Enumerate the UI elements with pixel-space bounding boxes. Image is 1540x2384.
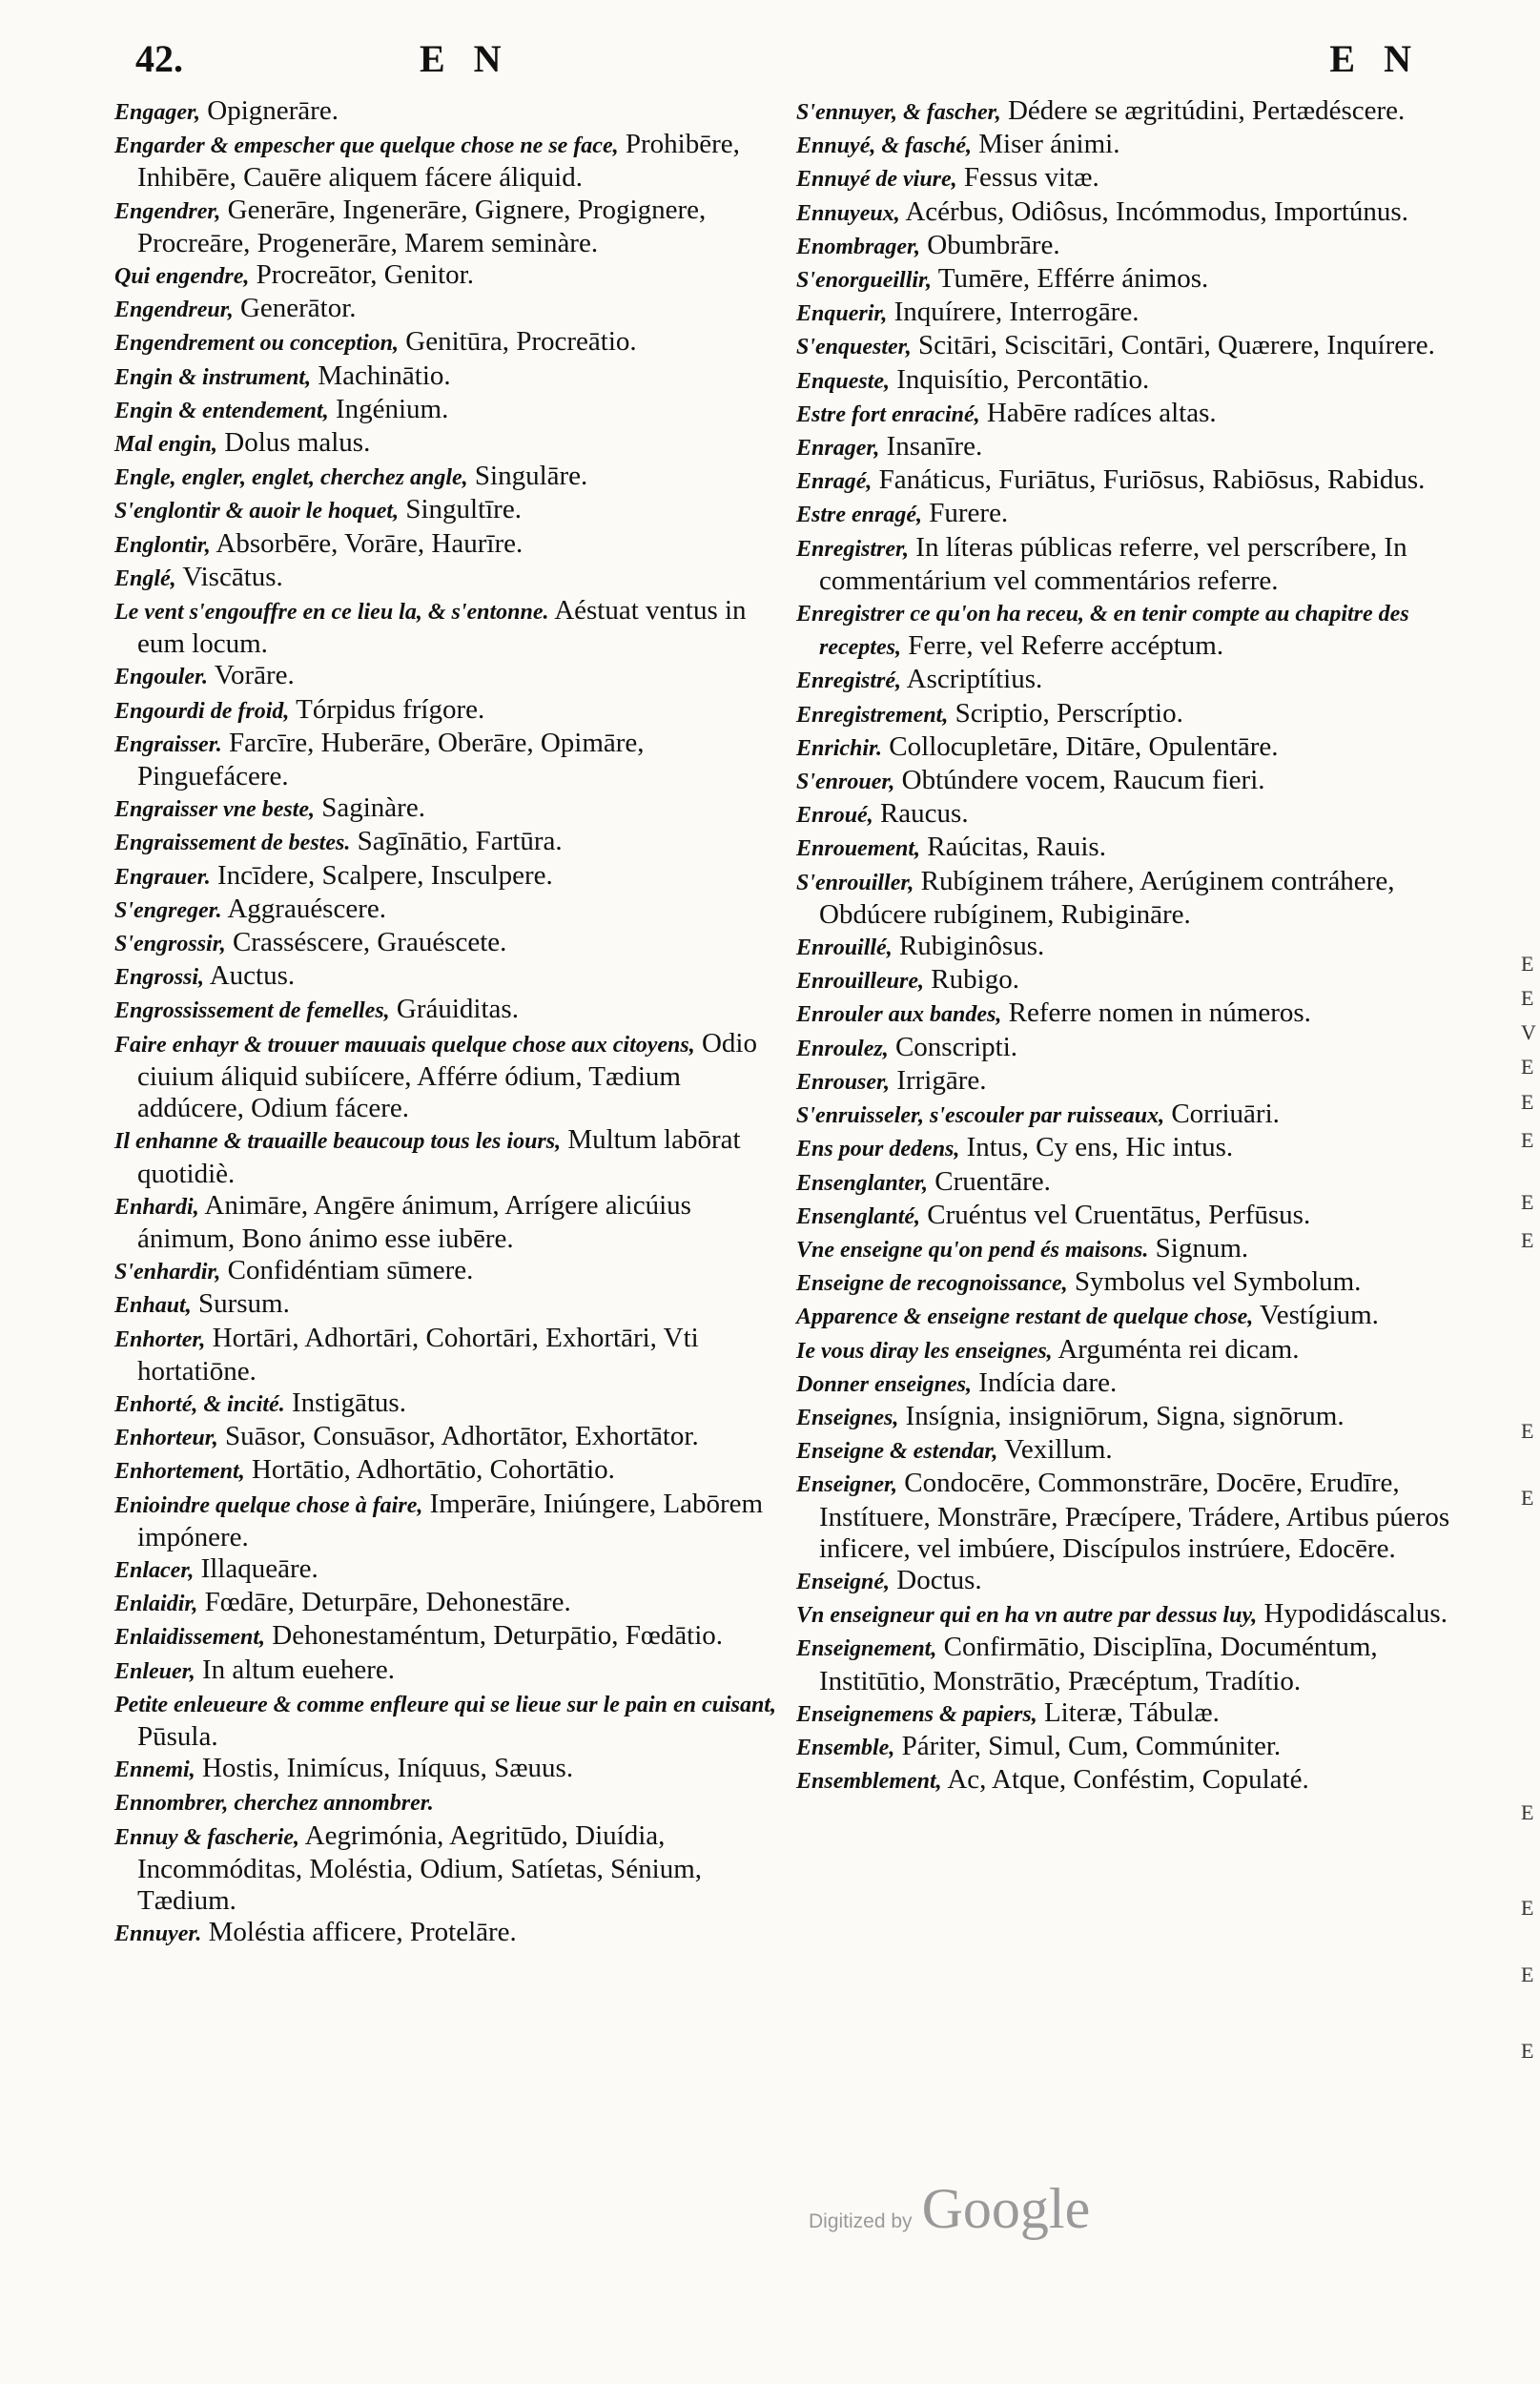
margin-letter: E — [1521, 986, 1534, 1010]
entry-latin-gloss: Vorāre. — [214, 660, 295, 691]
entry-headword: Enrouser, — [796, 1069, 891, 1095]
entry-latin-gloss: Farcīre, Huberāre, Oberāre, Opimāre, Pinguefácere. — [137, 727, 645, 792]
entry-latin-gloss: Insígnia, insigniōrum, Signa, signōrum. — [905, 1400, 1345, 1431]
dictionary-entry — [114, 1753, 782, 1786]
entry-headword: Ennuyé de viure, — [796, 167, 957, 193]
dictionary-entry — [796, 95, 1483, 129]
entry-headword: Engarder & empescher que quelque chose ne se face, — [114, 134, 619, 159]
entry-latin-gloss: Corriuāri. — [1171, 1099, 1280, 1130]
entry-latin-gloss: Signum. — [1155, 1232, 1249, 1264]
dictionary-entry — [796, 1166, 1483, 1200]
watermark-small-text: Digitized by — [809, 2210, 913, 2232]
entry-headword: Enhortement, — [114, 1459, 245, 1485]
entry-latin-gloss: Ac, Atque, Conféstim, Copulaté. — [947, 1764, 1309, 1796]
dictionary-entry — [796, 297, 1483, 330]
margin-letter: E — [1521, 1419, 1534, 1443]
entry-headword: Faire enhayr & trouuer mauuais quelque chose aux citoyens, — [114, 1032, 695, 1058]
entry-headword: Enrouement, — [796, 836, 921, 862]
dictionary-entry — [796, 532, 1483, 597]
entry-headword: S'enhardir, — [114, 1260, 221, 1285]
dictionary-entry — [796, 129, 1483, 162]
entry-latin-gloss: Rubíginem tráhere, Aerúginem contráhere, Obdúcere rubíginem, Rubigināre. — [819, 865, 1395, 930]
entry-latin-gloss: Genitūra, Procreātio. — [405, 326, 637, 358]
dictionary-entry — [796, 1300, 1483, 1333]
margin-letter: E — [1521, 1055, 1534, 1079]
entry-latin-gloss: Fessus vitæ. — [963, 162, 1099, 194]
dictionary-entry — [796, 731, 1483, 765]
entry-headword: Engrossissement de femelles, — [114, 998, 390, 1024]
entry-headword: Engin & instrument, — [114, 364, 312, 390]
entry-latin-gloss: Fœdāre, Deturpāre, Dehonestāre. — [204, 1587, 571, 1618]
margin-letter: E — [1521, 2039, 1534, 2063]
entry-latin-gloss: Sagīnātio, Fartūra. — [357, 826, 563, 857]
dictionary-entry — [796, 364, 1483, 398]
entry-latin-gloss: Obumbrāre. — [927, 229, 1060, 260]
dictionary-entry — [114, 1489, 782, 1553]
entry-latin-gloss: Condocēre, Commonstrāre, Docēre, Erudīre, Instítuere, Monstrāre, Præcípere, Trádere, Artibus púeros inficere, vel imbúere, Discípulos instrúere, Edocēre. — [819, 1468, 1450, 1564]
dictionary-entry — [796, 263, 1483, 297]
entry-latin-gloss: Ingénium. — [335, 393, 449, 424]
entry-headword: Il enhanne & trauaille beaucoup tous les iours, — [114, 1129, 562, 1155]
entry-headword: Enlacer, — [114, 1557, 195, 1583]
entry-latin-gloss: Aggrauéscere. — [227, 893, 386, 924]
entry-latin-gloss: Hostis, Inimícus, Iníquus, Sæuus. — [201, 1753, 574, 1784]
dictionary-entry — [796, 1697, 1483, 1731]
right-column — [796, 95, 1483, 1798]
dictionary-entry — [796, 997, 1483, 1031]
entry-latin-gloss: Miser ánimi. — [978, 129, 1120, 160]
entry-latin-gloss: Vestígium. — [1260, 1300, 1379, 1331]
entry-latin-gloss: Generāre, Ingenerāre, Gignere, Progignere, Procreāre, Progenerāre, Marem seminàre. — [137, 194, 707, 258]
entry-latin-gloss: Fanáticus, Furiātus, Furiōsus, Rabiōsus, Rabidus. — [878, 464, 1426, 496]
dictionary-entry — [114, 360, 782, 394]
dictionary-entry — [114, 1190, 782, 1255]
entry-headword: Enseigner, — [796, 1472, 898, 1498]
entry-headword: S'englontir & auoir le hoquet, — [114, 499, 400, 524]
entry-headword: S'enrouer, — [796, 770, 895, 795]
entry-latin-gloss: Hypodidáscalus. — [1263, 1598, 1448, 1630]
dictionary-entry — [114, 1553, 782, 1587]
watermark-logo-text: Google — [921, 2177, 1091, 2240]
entry-latin-gloss: Indícia dare. — [978, 1367, 1118, 1398]
dictionary-entry — [796, 964, 1483, 997]
entry-latin-gloss: Hortāri, Adhortāri, Cohortāri, Exhortāri, Vti hortatiōne. — [137, 1322, 699, 1387]
entry-latin-gloss: Illaqueāre. — [200, 1552, 318, 1584]
dictionary-entry — [114, 860, 782, 894]
entry-latin-gloss: Dolus malus. — [224, 427, 371, 459]
dictionary-entry — [114, 1620, 782, 1654]
entry-headword: Enhorté, & incité. — [114, 1391, 285, 1417]
entry-headword: S'enquester, — [796, 335, 912, 360]
entry-headword: Enroué, — [796, 803, 873, 829]
page-header — [114, 36, 1473, 93]
entry-headword: Enlaidir, — [114, 1592, 198, 1617]
entry-latin-gloss: Conscripti. — [894, 1031, 1018, 1062]
dictionary-entry — [796, 330, 1483, 363]
entry-latin-gloss: Multum labōrat quotidiè. — [137, 1124, 741, 1189]
entry-headword: Vne enseigne qu'on pend és maisons. — [796, 1237, 1149, 1263]
entry-latin-gloss: Acérbus, Odiôsus, Incómmodus, Importúnus. — [905, 195, 1408, 227]
dictionary-entry — [114, 494, 782, 527]
dictionary-entry — [796, 597, 1483, 664]
entry-latin-gloss: Literæ, Tábulæ. — [1043, 1696, 1220, 1728]
dictionary-entry — [114, 293, 782, 326]
entry-latin-gloss: Scriptio, Perscríptio. — [955, 697, 1183, 729]
dictionary-entry — [114, 660, 782, 693]
margin-letter: E — [1521, 1228, 1534, 1252]
margin-letter: E — [1521, 1128, 1534, 1152]
entry-latin-gloss: Aegrimónia, Aegritūdo, Diuídia, Incommóditas, Moléstia, Odium, Satíetas, Sénium, Tædium. — [137, 1819, 703, 1916]
entry-latin-gloss: Saginàre. — [321, 792, 425, 824]
entry-headword: Englé, — [114, 565, 176, 591]
entry-headword: Enregistré, — [796, 668, 902, 694]
entry-latin-gloss: Opignerāre. — [207, 95, 339, 126]
page-number: 42. — [135, 37, 183, 80]
entry-headword: Enrichir. — [796, 735, 883, 761]
entry-headword: Enragé, — [796, 469, 873, 495]
entry-headword: Enrager, — [796, 436, 880, 462]
dictionary-entry — [114, 826, 782, 859]
dictionary-entry — [114, 728, 782, 792]
entry-headword: Apparence & enseigne restant de quelque chose, — [796, 1305, 1254, 1330]
entry-headword: Enseignemens & papiers, — [796, 1701, 1037, 1727]
margin-letter: V — [1521, 1020, 1536, 1044]
margin-letter: E — [1521, 952, 1534, 976]
entry-latin-gloss: Viscātus. — [182, 561, 283, 592]
dictionary-entry — [114, 1124, 782, 1189]
dictionary-entry — [114, 694, 782, 728]
dictionary-entry — [796, 1099, 1483, 1132]
entry-headword: Estre enragé, — [796, 503, 922, 528]
entry-headword: Ensenglanter, — [796, 1170, 929, 1196]
dictionary-entry — [796, 1132, 1483, 1165]
entry-latin-gloss: Instigātus. — [291, 1387, 406, 1418]
entry-latin-gloss: In líteras públicas referre, vel perscríbere, In commentárium vel commentários referre. — [819, 531, 1407, 596]
entry-headword: S'ennuyer, & fascher, — [796, 100, 1001, 125]
entry-latin-gloss: Furere. — [929, 498, 1009, 529]
entry-headword: Enregistrer ce qu'on ha receu, & en tenir compte au chapitre des receptes, — [796, 602, 1409, 661]
entry-headword: Engendrer, — [114, 198, 221, 224]
dictionary-entry — [114, 562, 782, 595]
entry-headword: Ennuyé, & fasché, — [796, 134, 973, 159]
digitized-by-google-watermark — [809, 2176, 1090, 2242]
entry-latin-gloss: Rubigo. — [931, 964, 1019, 996]
entry-latin-gloss: Hortātio, Adhortātio, Cohortātio. — [251, 1454, 615, 1486]
entry-headword: Enquerir, — [796, 301, 888, 327]
entry-headword: Vn enseigneur qui en ha vn autre par dessus luy, — [796, 1603, 1258, 1629]
entry-latin-gloss: Insanīre. — [886, 431, 983, 462]
dictionary-entry — [114, 1688, 782, 1753]
entry-headword: Engouler. — [114, 665, 209, 690]
entry-latin-gloss: Animāre, Angēre ánimum, Arrígere alicúius ánimum, Bono ánimo esse iubēre. — [137, 1189, 691, 1254]
entry-headword: Le vent s'engouffre en ce lieu la, & s'entonne. — [114, 600, 549, 626]
dictionary-entry — [114, 595, 782, 660]
entry-headword: Ie vous diray les enseignes, — [796, 1338, 1053, 1364]
entry-latin-gloss: Cruéntus vel Cruentātus, Perfūsus. — [927, 1199, 1311, 1230]
dictionary-entry — [114, 1387, 782, 1421]
entry-headword: Engraisser. — [114, 731, 222, 757]
entry-headword: Qui engendre, — [114, 264, 250, 290]
dictionary-entry — [114, 994, 782, 1027]
dictionary-entry — [114, 259, 782, 293]
entry-headword: Enombrager, — [796, 234, 921, 259]
dictionary-entry — [114, 1255, 782, 1288]
entry-latin-gloss: Raucus. — [879, 798, 969, 830]
dictionary-entry — [796, 1434, 1483, 1468]
entry-latin-gloss: Singulāre. — [474, 461, 588, 492]
entry-latin-gloss: Collocupletāre, Ditāre, Opulentāre. — [889, 730, 1279, 762]
entry-headword: Enseignes, — [796, 1405, 899, 1430]
entry-latin-gloss: Generātor. — [239, 293, 357, 324]
dictionary-entry — [796, 1731, 1483, 1764]
dictionary-entry — [796, 1200, 1483, 1233]
dictionary-entry — [796, 1764, 1483, 1798]
entry-latin-gloss: Imperāre, Iniúngere, Labōrem impónere. — [137, 1488, 764, 1552]
dictionary-entry — [796, 664, 1483, 697]
dictionary-entry — [114, 95, 782, 129]
entry-headword: Enlaidissement, — [114, 1625, 266, 1651]
entry-headword: S'engreger. — [114, 897, 222, 923]
dictionary-entry — [796, 1065, 1483, 1099]
dictionary-entry — [114, 1587, 782, 1620]
entry-latin-gloss: Vexillum. — [1004, 1434, 1113, 1466]
dictionary-entry — [796, 798, 1483, 832]
dictionary-entry — [796, 1632, 1483, 1696]
entry-headword: Englontir, — [114, 532, 211, 558]
entry-latin-gloss: Doctus. — [896, 1564, 982, 1595]
entry-headword: Enhorteur, — [114, 1426, 218, 1451]
entry-latin-gloss: Ferre, vel Referre accéptum. — [908, 630, 1224, 662]
entry-latin-gloss: Prohibēre, Inhibēre, Cauēre aliquem fácere áliquid. — [137, 129, 740, 194]
entry-headword: Engraissement de bestes. — [114, 831, 351, 856]
entry-latin-gloss: Arguménta rei dicam. — [1057, 1333, 1300, 1365]
dictionary-entry — [114, 326, 782, 360]
entry-latin-gloss: Sursum. — [197, 1288, 290, 1320]
entry-latin-gloss: Pūsula. — [137, 1720, 218, 1752]
dictionary-entry — [796, 196, 1483, 230]
entry-headword: Ennuy & fascherie, — [114, 1824, 300, 1850]
dictionary-entry — [796, 832, 1483, 865]
entry-headword: S'enrouiller, — [796, 870, 914, 895]
entry-latin-gloss: In altum euehere. — [201, 1654, 396, 1685]
running-head-right: E N — [1329, 37, 1421, 80]
entry-latin-gloss: Incīdere, Scalpere, Insculpere. — [216, 859, 553, 891]
dictionary-entry — [114, 960, 782, 994]
entry-headword: Ensemble, — [796, 1735, 895, 1760]
entry-latin-gloss: Odio ciuium áliquid subiícere, Afférre ódium, Tædium addúcere, Odium fácere. — [137, 1027, 757, 1124]
entry-headword: Donner enseignes, — [796, 1371, 973, 1397]
entry-headword: Ennemi, — [114, 1757, 195, 1783]
entry-headword: Enregistrer, — [796, 536, 910, 562]
entry-latin-gloss: Rubiginôsus. — [898, 931, 1045, 962]
entry-latin-gloss: Scitāri, Sciscitāri, Contāri, Quærere, Inquírere. — [917, 330, 1435, 361]
entry-latin-gloss: Crasséscere, Grauéscete. — [232, 927, 507, 958]
running-head-left: E N — [420, 37, 511, 80]
dictionary-entry — [796, 698, 1483, 731]
margin-letter: E — [1521, 1190, 1534, 1214]
dictionary-entry — [796, 866, 1483, 931]
entry-latin-gloss: Machinātio. — [318, 360, 451, 391]
entry-latin-gloss: Procreātor, Genitor. — [256, 259, 474, 291]
entry-latin-gloss: Suāsor, Consuāsor, Adhortātor, Exhortātor. — [224, 1421, 699, 1452]
margin-letter: E — [1521, 1486, 1534, 1510]
dictionary-entry — [114, 1028, 782, 1125]
dictionary-entry — [796, 1334, 1483, 1367]
entry-headword: Engourdi de froid, — [114, 698, 290, 724]
entry-headword: Enseigne de recognoissance, — [796, 1271, 1068, 1297]
dictionary-entry — [796, 162, 1483, 195]
entry-latin-gloss: Obtúndere vocem, Raucum fieri. — [901, 765, 1265, 796]
dictionary-entry — [796, 464, 1483, 498]
entry-headword: Ennuyeux, — [796, 200, 900, 226]
entry-latin-gloss: Confidéntiam sūmere. — [227, 1255, 474, 1286]
dictionary-entry — [114, 394, 782, 427]
entry-headword: Enhardi, — [114, 1194, 199, 1220]
entry-headword: Ensemblement, — [796, 1769, 942, 1795]
entry-latin-gloss: Referre nomen in números. — [1008, 997, 1311, 1029]
entry-latin-gloss: Tórpidus frígore. — [296, 693, 485, 725]
dictionary-entry — [114, 129, 782, 194]
entry-latin-gloss: Inquisítio, Percontātio. — [896, 363, 1150, 395]
margin-letter: E — [1521, 1800, 1534, 1824]
entry-headword: S'engrossir, — [114, 932, 226, 957]
entry-latin-gloss: Gráuiditas. — [396, 994, 519, 1025]
entry-headword: Ens pour dedens, — [796, 1137, 960, 1162]
entry-latin-gloss: Inquírere, Interrogāre. — [893, 297, 1140, 328]
left-column — [114, 95, 782, 1950]
dictionary-entry — [796, 1233, 1483, 1266]
margin-letter: E — [1521, 1090, 1534, 1114]
dictionary-entry — [114, 195, 782, 259]
entry-headword: Enrouler aux bandes, — [796, 1002, 1002, 1028]
dictionary-entry — [796, 1367, 1483, 1401]
dictionary-entry — [114, 1288, 782, 1322]
dictionary-entry — [114, 1454, 782, 1488]
dictionary-entry — [114, 528, 782, 562]
dictionary-entry — [796, 230, 1483, 263]
entry-headword: Enrouilleure, — [796, 969, 925, 995]
entry-headword: Ennombrer, cherchez annombrer. — [114, 1791, 434, 1817]
entry-headword: Engrossi, — [114, 965, 205, 991]
dictionary-entry — [796, 1468, 1483, 1565]
entry-headword: Enroulez, — [796, 1036, 889, 1061]
entry-latin-gloss: Intus, Cy ens, Hic intus. — [966, 1132, 1234, 1163]
entry-latin-gloss: Tumēre, Efférre ánimos. — [937, 263, 1209, 295]
entry-headword: Enioindre quelque chose à faire, — [114, 1492, 423, 1518]
margin-letter: E — [1521, 1963, 1534, 1986]
entry-latin-gloss: Raúcitas, Rauis. — [927, 832, 1106, 863]
dictionary-entry — [114, 927, 782, 960]
entry-latin-gloss: Confirmātio, Disciplīna, Documéntum, Institūtio, Monstrātio, Præcéptum, Tradítio. — [819, 1632, 1378, 1696]
dictionary-entry — [796, 1032, 1483, 1065]
entry-latin-gloss: Habēre radíces altas. — [986, 397, 1217, 428]
dictionary-entry — [796, 1598, 1483, 1632]
entry-headword: Enqueste, — [796, 368, 891, 394]
dictionary-entry — [114, 792, 782, 826]
entry-headword: Engrauer. — [114, 864, 211, 890]
entry-headword: Enregistrement, — [796, 702, 949, 728]
dictionary-entry — [796, 931, 1483, 964]
dictionary-entry — [114, 1786, 782, 1819]
dictionary-entry — [114, 894, 782, 927]
entry-headword: Engendrement ou conception, — [114, 331, 400, 357]
entry-latin-gloss: Auctus. — [209, 960, 296, 992]
entry-headword: Engle, engler, englet, cherchez angle, — [114, 465, 468, 491]
entry-latin-gloss: Symbolus vel Symbolum. — [1074, 1266, 1362, 1298]
entry-latin-gloss: Dédere se ægritúdini, Pertædéscere. — [1007, 95, 1406, 126]
dictionary-entry — [796, 431, 1483, 464]
entry-headword: Engendreur, — [114, 298, 234, 323]
entry-headword: Engraisser vne beste, — [114, 797, 315, 823]
entry-latin-gloss: Cruentāre. — [934, 1165, 1051, 1197]
dictionary-entry — [796, 398, 1483, 431]
entry-latin-gloss: Aéstuat ventus in eum locum. — [137, 595, 747, 660]
entry-headword: Enrouillé, — [796, 935, 893, 961]
dictionary-entry — [114, 1421, 782, 1454]
entry-headword: Petite enleueure & comme enfleure qui se lieue sur le pain en cuisant, — [114, 1692, 776, 1717]
dictionary-entry — [114, 1917, 782, 1950]
dictionary-entry — [796, 498, 1483, 531]
entry-headword: Enhaut, — [114, 1293, 192, 1319]
dictionary-entry — [114, 427, 782, 461]
dictionary-entry — [796, 1401, 1483, 1434]
entry-headword: Enleuer, — [114, 1658, 195, 1684]
entry-headword: Enseignement, — [796, 1636, 937, 1662]
entry-latin-gloss: Páriter, Simul, Cum, Commúniter. — [901, 1730, 1282, 1761]
entry-headword: Engin & entendement, — [114, 398, 329, 423]
entry-latin-gloss: Singultīre. — [405, 494, 522, 525]
dictionary-entry — [796, 1266, 1483, 1300]
entry-headword: Mal engin, — [114, 432, 218, 458]
entry-headword: Engager, — [114, 100, 201, 125]
entry-headword: Estre fort enraciné, — [796, 401, 980, 427]
entry-latin-gloss: Irrigāre. — [896, 1064, 987, 1096]
dictionary-entry — [114, 461, 782, 494]
entry-headword: S'enorgueillir, — [796, 268, 933, 294]
dictionary-entry — [796, 765, 1483, 798]
entry-headword: S'enruisseler, s'escouler par ruisseaux, — [796, 1103, 1165, 1129]
entry-headword: Enhorter, — [114, 1326, 206, 1352]
entry-headword: Enseigné, — [796, 1569, 891, 1594]
entry-latin-gloss: Ascriptítius. — [906, 664, 1043, 695]
entry-headword: Enseigne & estendar, — [796, 1439, 998, 1465]
dictionary-entry — [796, 1565, 1483, 1598]
margin-letter: E — [1521, 1896, 1534, 1920]
entry-latin-gloss: Absorbēre, Vorāre, Haurīre. — [216, 527, 524, 559]
entry-latin-gloss: Moléstia afficere, Protelāre. — [208, 1917, 517, 1948]
dictionary-entry — [114, 1820, 782, 1918]
entry-headword: Ennuyer. — [114, 1922, 202, 1947]
entry-headword: Ensenglanté, — [796, 1203, 921, 1229]
entry-latin-gloss: Dehonestaméntum, Deturpātio, Fœdātio. — [272, 1620, 724, 1652]
dictionary-entry — [114, 1323, 782, 1387]
dictionary-entry — [114, 1654, 782, 1688]
